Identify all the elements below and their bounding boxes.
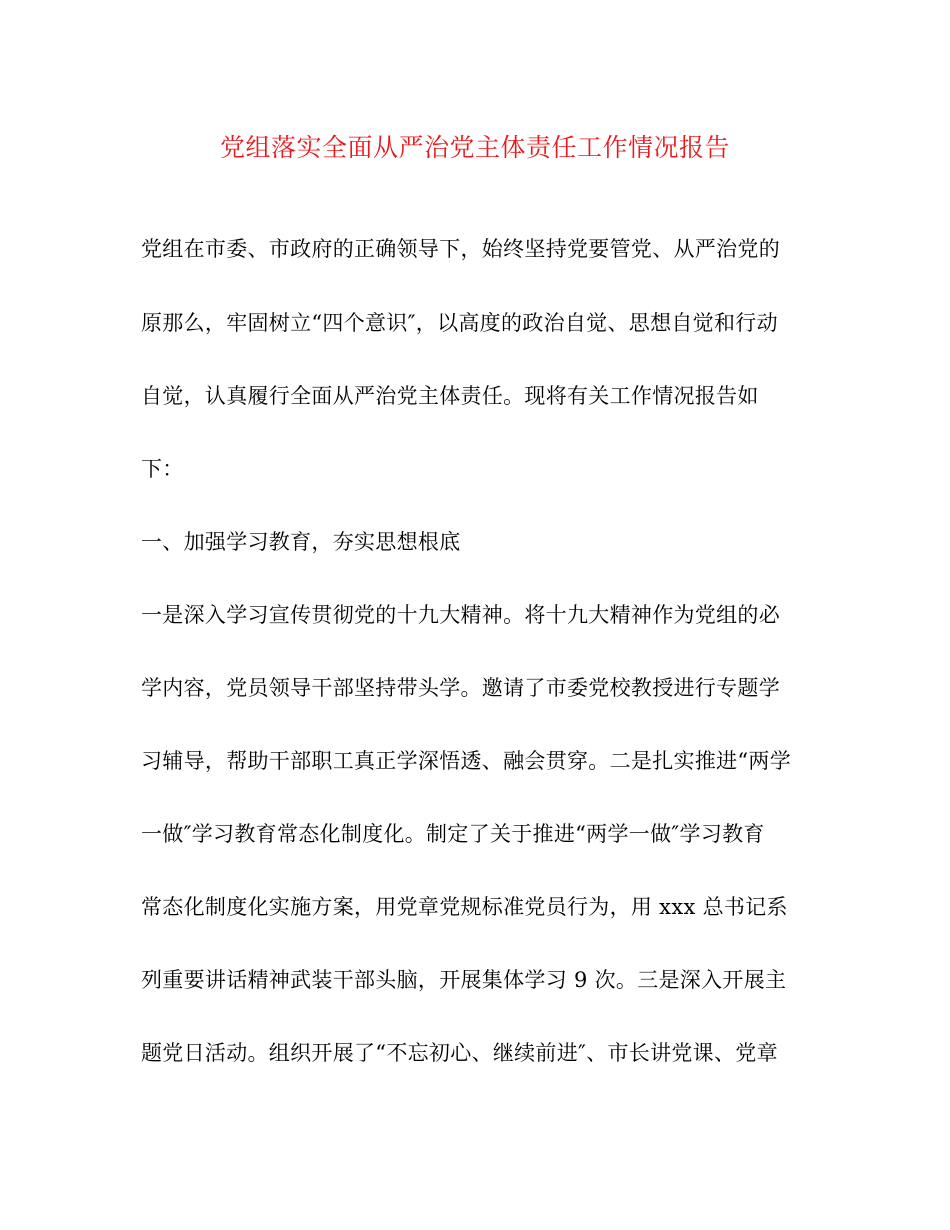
section-heading-1: 一、加强学习教育，夯实思想根底 [141,530,461,554]
paragraph-line-11: 列重要讲话精神武装干部头脑，开展集体学习 9 次。三是深入开展主 [141,968,787,992]
paragraph-line-10: 常态化制度化实施方案，用党章党规标准党员行为，用 xxx 总书记系 [141,895,788,919]
paragraph-line-8: 习辅导，帮助干部职工真正学深悟透、融会贯穿。二是扎实推进“两学 [141,749,792,773]
paragraph-line-3: 自觉，认真履行全面从严治党主体责任。现将有关工作情况报告如 [141,384,759,408]
paragraph-line-2: 原那么，牢固树立“四个意识″，以高度的政治自觉、思想自觉和行动 [141,311,778,335]
paragraph-line-4: 下： [141,457,184,481]
document-title: 党组落实全面从严治党主体责任工作情况报告 [219,133,730,162]
paragraph-line-12: 题党日活动。组织开展了“不忘初心、继续前进″、市长讲党课、党章 [141,1041,778,1065]
paragraph-line-7: 学内容，党员领导干部坚持带头学。邀请了市委党校教授进行专题学 [141,676,780,700]
paragraph-line-6: 一是深入学习宣传贯彻党的十九大精神。将十九大精神作为党组的必 [141,603,780,627]
paragraph-line-9: 一做″学习教育常态化制度化。制定了关于推进“两学一做″学习教育 [141,822,765,846]
paragraph-line-1: 党组在市委、市政府的正确领导下，始终坚持党要管党、从严治党的 [141,237,780,261]
